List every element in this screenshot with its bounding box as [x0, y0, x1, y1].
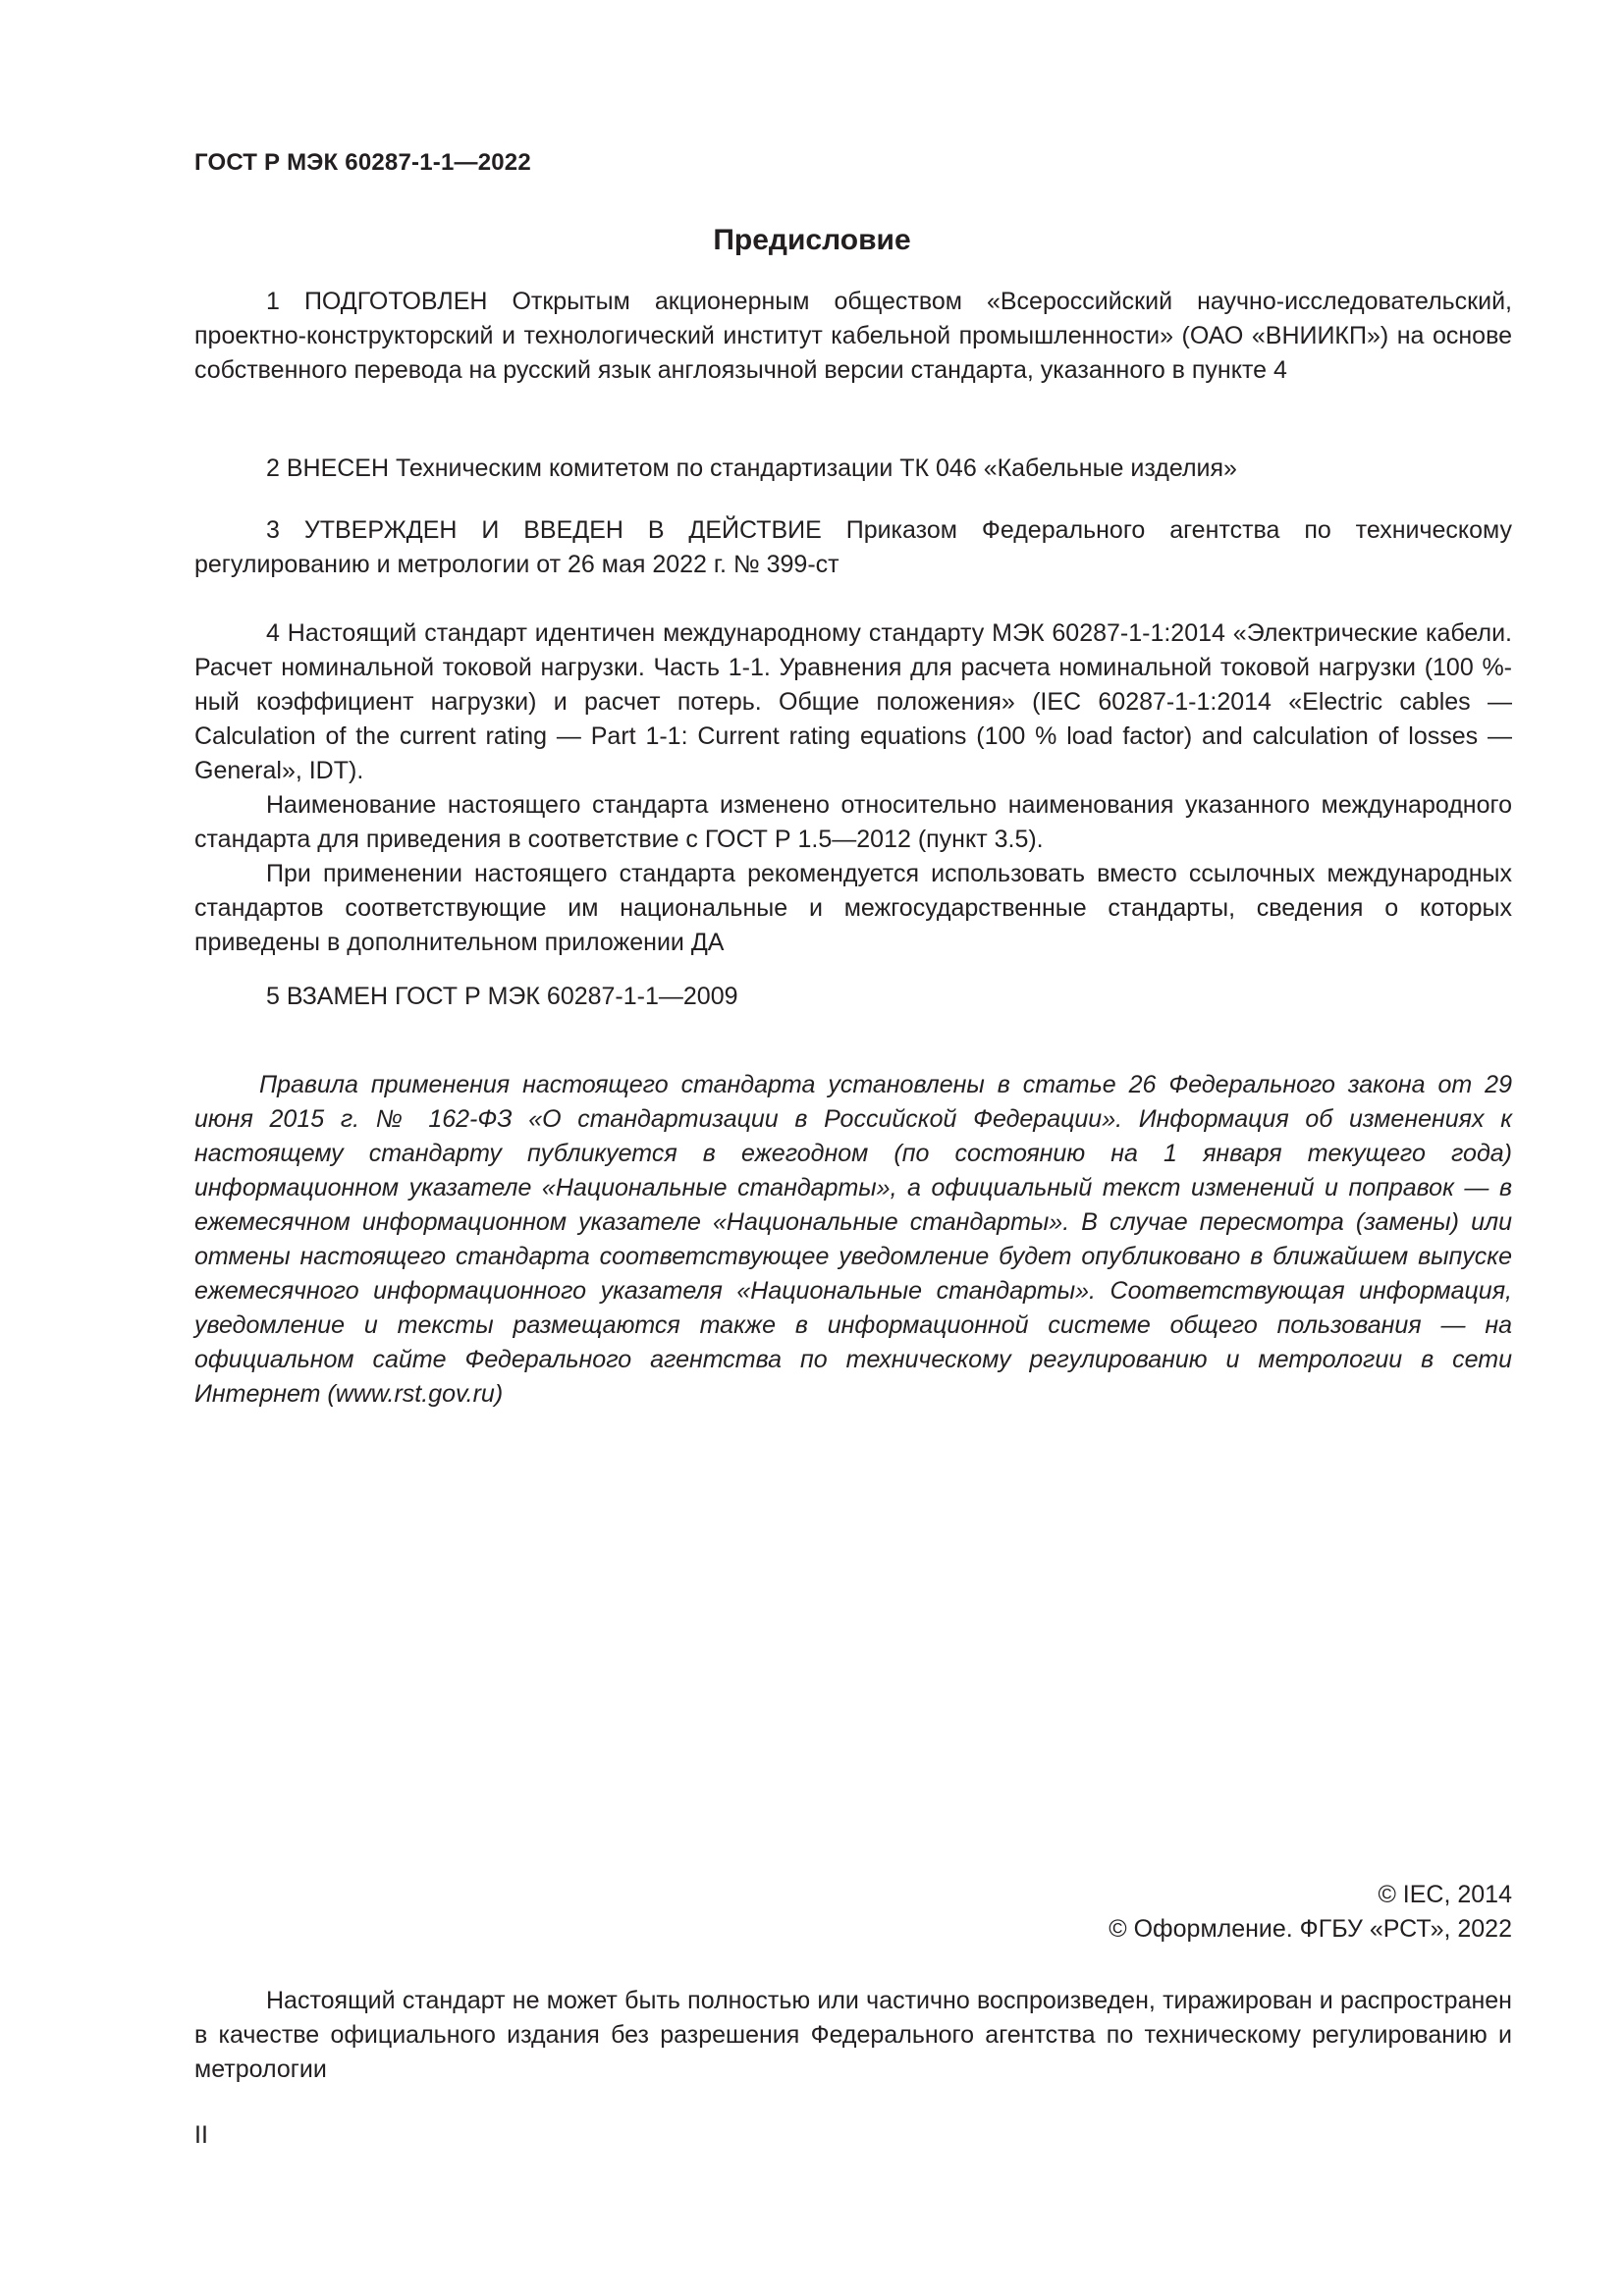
copyright-iec: © IEC, 2014: [1378, 1881, 1512, 1908]
copyright-block: [1109, 1878, 1512, 1947]
preface-item-3-text: 3 УТВЕРЖДЕН И ВВЕДЕН В ДЕЙСТВИЕ Приказом Федерального агентства по техническому регулированию и метрологии от 26 мая 2022 г. № 399-ст: [194, 516, 1512, 578]
page-number: II: [194, 2121, 208, 2149]
preface-item-4: [194, 616, 1512, 960]
preface-item-1-text: 1 ПОДГОТОВЛЕН Открытым акционерным обществом «Всероссийский научно-исследовательский, проектно-конструкторский и технологический институт кабельной промышленности» (ОАО «ВНИИКП») на основе собственного перевода на русский язык англоязычной версии стандарта, указанного в пункте 4: [194, 288, 1512, 384]
rules-notice-text: Правила применения настоящего стандарта установлены в статье 26 Федерального закона от 29 июня 2015 г. № 162-ФЗ «О стандартизации в Российской Федерации». Информация об изменениях к настоящему стандарту публикуется в ежегодном (по состоянию на 1 января текущего года) информационном указателе «Национальные стандарты», а официальный текст изменений и поправок — в ежемесячном информационном указателе «Национальные стандарты». В случае пересмотра (замены) или отмены настоящего стандарта соответствующее уведомление будет опубликовано в ближайшем выпуске ежемесячного информационного указателя «Национальные стандарты». Соответствующая информация, уведомление и тексты размещаются также в информационной системе общего пользования — на официальном сайте Федерального агентства по техническому регулированию и метрологии в сети Интернет (www.rst.gov.ru): [194, 1071, 1512, 1408]
preface-item-4-note-2: При применении настоящего стандарта рекомендуется использовать вместо ссылочных международных стандартов соответствующие им национальные и межгосударственные стандарты, сведения о которых приведены в дополнительном приложении ДА: [194, 860, 1512, 956]
preface-item-5: [194, 980, 1512, 1014]
preface-item-3: [194, 513, 1512, 582]
reproduction-notice-text: Настоящий стандарт не может быть полностью или частично воспроизведен, тиражирован и распространен в качестве официального издания без разрешения Федерального агентства по техническому регулированию и метрологии: [194, 1987, 1512, 2083]
preface-title: Предисловие: [713, 224, 911, 256]
preface-item-4-text: 4 Настоящий стандарт идентичен международному стандарту МЭК 60287-1-1:2014 «Электрические кабели. Расчет номинальной токовой нагрузки. Часть 1-1. Уравнения для расчета номинальной токовой нагрузки (100 %-ный коэффициент нагрузки) и расчет потерь. Общие положения» (IEC 60287-1-1:2014 «Electric cables — Calculation of the current rating — Part 1-1: Current rating equations (100 % load factor) and calculation of losses — General», IDT).: [194, 619, 1512, 784]
document-code-header: ГОСТ Р МЭК 60287-1-1—2022: [194, 149, 531, 176]
rules-notice: [194, 1068, 1512, 1412]
preface-item-2: [194, 452, 1512, 486]
preface-item-5-text: 5 ВЗАМЕН ГОСТ Р МЭК 60287-1-1—2009: [266, 983, 738, 1010]
reproduction-notice: [194, 1984, 1512, 2087]
preface-item-1: [194, 285, 1512, 388]
preface-item-2-text: 2 ВНЕСЕН Техническим комитетом по стандартизации ТК 046 «Кабельные изделия»: [266, 454, 1237, 482]
preface-item-4-note-1: Наименование настоящего стандарта изменено относительно наименования указанного международного стандарта для приведения в соответствие с ГОСТ Р 1.5—2012 (пункт 3.5).: [194, 791, 1512, 853]
copyright-rst: © Оформление. ФГБУ «РСТ», 2022: [1109, 1915, 1512, 1943]
